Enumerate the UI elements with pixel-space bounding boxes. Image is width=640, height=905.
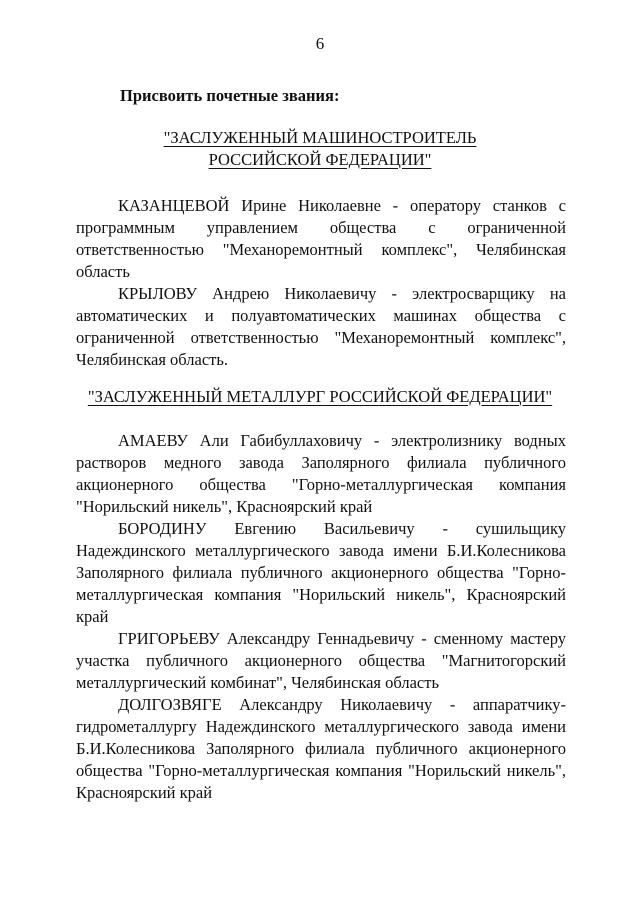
section-entries-metallurgist (76, 430, 566, 804)
page-number: 6 (315, 34, 325, 53)
section-title-line: "ЗАСЛУЖЕННЫЙ МАШИНОСТРОИТЕЛЬ (163, 128, 477, 147)
award-entry: ГРИГОРЬЕВУ Александру Геннадьевичу - сменному мастеру участка публичного акционерного общества "Магнитогорский металлургический комбинат", Челябинская область (76, 629, 566, 692)
award-entry: АМАЕВУ Али Габибуллаховичу - электролизнику водных растворов медного завода Заполярного филиала публичного акционерного общества "Горно-металлургическая компания "Норильский никель", Красноярский край (76, 431, 566, 516)
intro-heading: Присвоить почетные звания: (120, 86, 340, 105)
section-title-line: "ЗАСЛУЖЕННЫЙ МЕТАЛЛУРГ РОССИЙСКОЙ ФЕДЕРАЦИИ" (87, 387, 553, 406)
section-title-metallurgist (60, 386, 580, 408)
award-entry: ДОЛГОЗВЯГЕ Александру Николаевичу - аппаратчику-гидрометаллургу Надеждинского металлургического завода имени Б.И.Колесникова Заполярного филиала публичного акционерного общества "Горно-металлургическая компания "Норильский никель", Красноярский край (76, 695, 566, 802)
section-title-line: РОССИЙСКОЙ ФЕДЕРАЦИИ" (208, 150, 432, 169)
award-entry: КРЫЛОВУ Андрею Николаевичу - электросварщику на автоматических и полуавтоматических машинах общества с ограниченной ответственностью "Механоремонтный комплекс", Челябинская область. (76, 284, 566, 369)
award-entry: КАЗАНЦЕВОЙ Ирине Николаевне - оператору станков с программным управлением общества с ограниченной ответственностью "Механоремонтный комплекс", Челябинская область (76, 196, 566, 281)
section-title-mechanical-engineer (60, 127, 580, 171)
section-entries-mechanical-engineer (76, 195, 566, 371)
award-entry: БОРОДИНУ Евгению Васильевичу - сушильщику Надеждинского металлургического завода имени Б.И.Колесникова Заполярного филиала публичного акционерного общества "Горно-металлургическая компания "Норильский никель", Красноярский край (76, 519, 566, 626)
